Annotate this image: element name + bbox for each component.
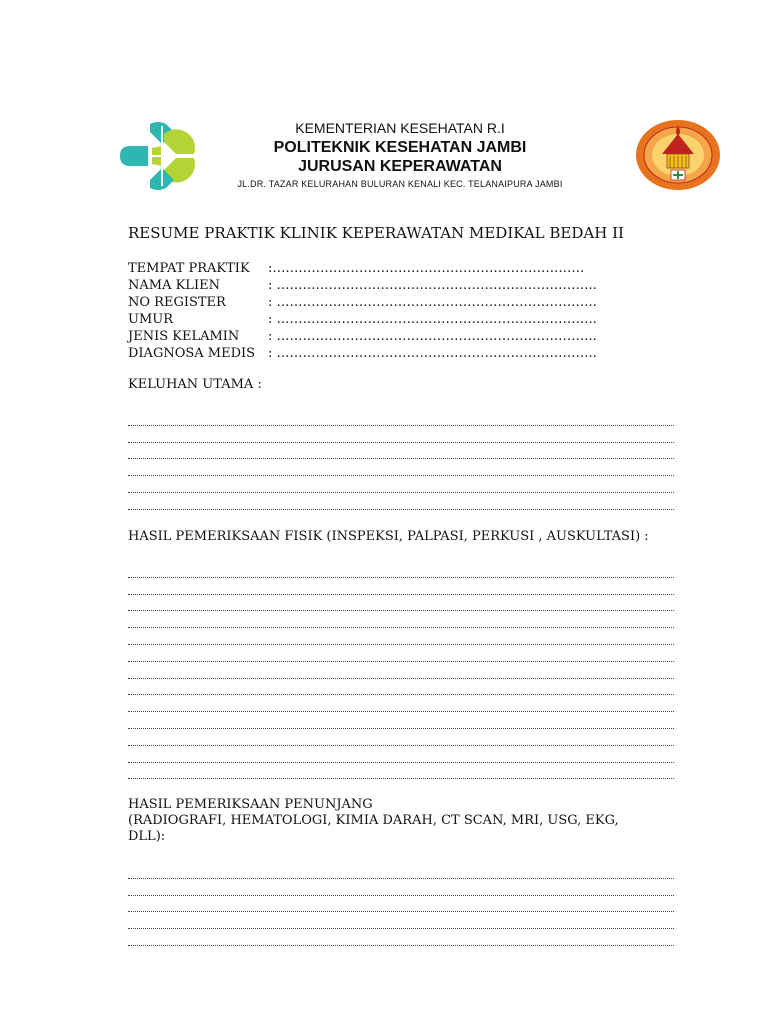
pemeriksaan-penunjang-lines (128, 862, 674, 946)
field-diagnosa-medis (128, 345, 688, 362)
ministry-name: KEMENTERIAN KESEHATAN R.I (295, 120, 505, 136)
field-blank: : ……………………………………………………………….. (268, 312, 597, 327)
dotted-writing-line (128, 426, 674, 443)
field-blank: :……………………………………………………………… (268, 261, 585, 276)
field-no-register (128, 294, 688, 311)
pemeriksaan-fisik-label: HASIL PEMERIKSAAN FISIK (INSPEKSI, PALPASI, PERKUSI , AUSKULTASI) : (128, 529, 649, 544)
field-label: DIAGNOSA MEDIS (128, 346, 256, 361)
penunjang-label-line-2: (RADIOGRAFI, HEMATOLOGI, KIMIA DARAH, CT SCAN, MRI, USG, EKG, (128, 813, 619, 828)
field-nama-klien (128, 277, 688, 294)
field-label: NO REGISTER (128, 295, 226, 310)
keluhan-utama-lines (128, 409, 674, 510)
field-label: TEMPAT PRAKTIK (128, 261, 250, 276)
dotted-writing-line (128, 879, 674, 896)
dotted-writing-line (128, 443, 674, 460)
field-umur (128, 311, 688, 328)
penunjang-label-line-3: DLL): (128, 829, 166, 844)
field-blank: : ……………………………………………………………….. (268, 295, 597, 310)
dotted-writing-line (128, 578, 674, 595)
dotted-writing-line (128, 561, 674, 578)
dotted-writing-line (128, 679, 674, 696)
field-blank: : ……………………………………………………………….. (268, 329, 597, 344)
dotted-writing-line (128, 595, 674, 612)
address: JL.DR. TAZAR KELURAHAN BULURAN KENALI KEC. TELANAIPURA JAMBI (237, 179, 563, 189)
document-title: RESUME PRAKTIK KLINIK KEPERAWATAN MEDIKAL BEDAH II (128, 224, 624, 242)
field-label: JENIS KELAMIN (128, 329, 240, 344)
keluhan-utama-label: KELUHAN UTAMA : (128, 377, 262, 392)
poltekkes-jambi-emblem (634, 118, 722, 192)
dotted-writing-line (128, 628, 674, 645)
dotted-writing-line (128, 712, 674, 729)
kemenkes-logo (118, 120, 204, 192)
pemeriksaan-penunjang-label (128, 797, 688, 845)
pemeriksaan-fisik-lines (128, 561, 674, 779)
dotted-writing-line (128, 912, 674, 929)
dotted-writing-line (128, 493, 674, 510)
dotted-writing-line (128, 763, 674, 780)
dotted-writing-line (128, 476, 674, 493)
dotted-writing-line (128, 459, 674, 476)
field-tempat-praktik (128, 260, 688, 277)
dotted-writing-line (128, 645, 674, 662)
field-label: NAMA KLIEN (128, 278, 220, 293)
dotted-writing-line (128, 896, 674, 913)
dotted-writing-line (128, 409, 674, 426)
field-blank: : ……………………………………………………………….. (268, 346, 597, 361)
dotted-writing-line (128, 662, 674, 679)
field-label: UMUR (128, 312, 174, 327)
dotted-writing-line (128, 862, 674, 879)
field-blank: : ……………………………………………………………….. (268, 278, 597, 293)
field-jenis-kelamin (128, 328, 688, 345)
dotted-writing-line (128, 929, 674, 946)
department-name: JURUSAN KEPERAWATAN (298, 158, 502, 175)
dotted-writing-line (128, 695, 674, 712)
patient-identity-fields (128, 260, 688, 362)
school-name: POLITEKNIK KESEHATAN JAMBI (273, 139, 527, 156)
dotted-writing-line (128, 746, 674, 763)
letterhead (210, 120, 590, 190)
penunjang-label-line-1: HASIL PEMERIKSAAN PENUNJANG (128, 797, 373, 812)
dotted-writing-line (128, 611, 674, 628)
dotted-writing-line (128, 729, 674, 746)
